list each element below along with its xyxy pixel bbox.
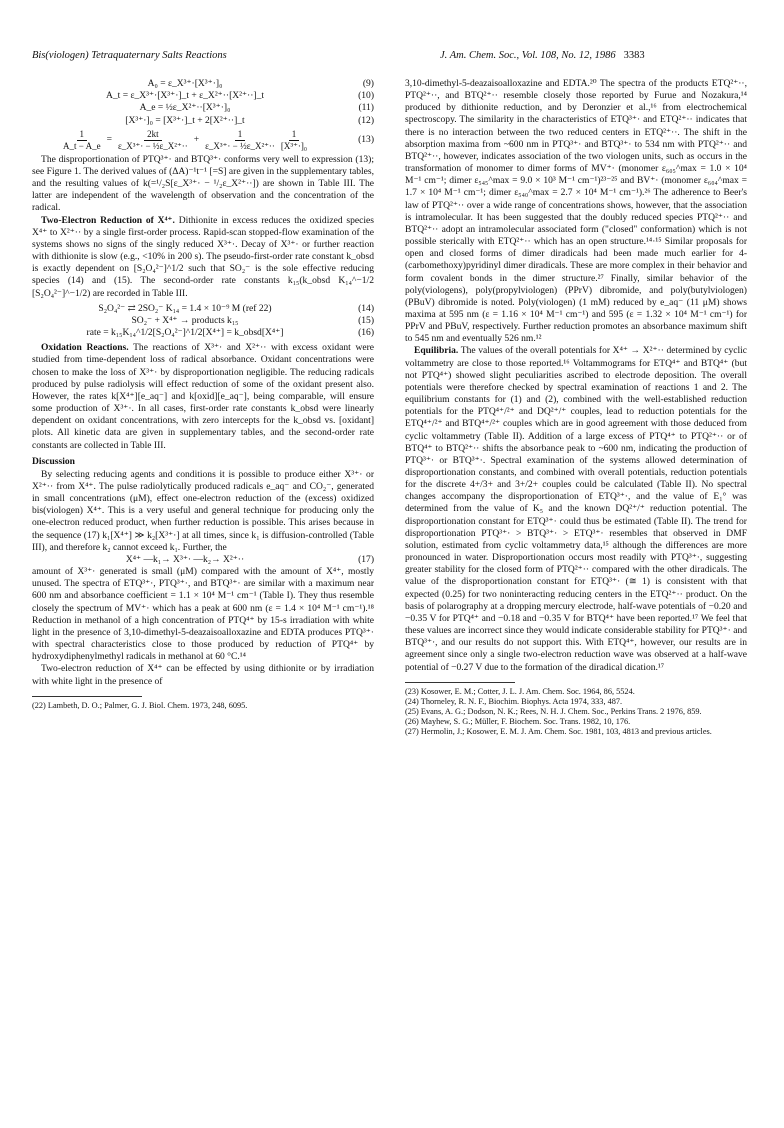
paragraph: Two-Electron Reduction of X⁴⁺. Dithionite in excess reduces the oxidized species X⁴⁺ to X²⁺·· by a single first-order process. Rapid-scan stopped-flow examination of the systems shows no signs of the singly reduced X³⁺·. Decay of X³⁺· or further reaction with dithionite is slow (e.g., <10% in 200 s). The pseudo-first-order rate constant k_obsd is exactly dependent on [S₂O₄²⁻]^1/2 such that SO₂⁻ is the sole effective reducing species (14) and (15). The second-order rate constants k₁₅(k_obsd K₁₄^−1/2 [S₂O₄²⁻]^−1/2) are recorded in Table III. [32,214,374,299]
section-heading: Discussion [32,455,75,467]
run-in-heading: Equilibria. [414,345,459,357]
equation-number: (17) [358,553,374,565]
equation-body: S₂O₄²⁻ ⇄ 2SO₂⁻ K₁₄ = 1.4 × 10⁻⁹ M (ref 22) [98,302,272,314]
fraction: $\frac{1}{\text{ε\_X³⁺· − ½ε\_X²⁺··}}$ [205,128,275,151]
equation-body: A_t = ε_X³⁺·[X³⁺·]_t + ε_X²⁺··[X²⁺··]_t [105,90,265,102]
paragraph: By selecting reducing agents and conditions it is possible to produce either X³⁺· or X²⁺·· from X⁴⁺. The pulse radiolytically produced radicals e_aq⁻ and CO₂⁻, generated in small concentrations (μM), effect one-electron reduction of the (excess) oxidized bis(viologen) X⁴⁺. This is a very useful and general technique for producing only the one-electron reduced product, when further reduction is possible. This arises because in the sequence (17) k₁[X⁴⁺] ≫ k₂[X³⁺·] at all times, since k₁ is diffusion-controlled (Table III), and therefore k₂ cannot exceed k₁. Further, the [32,468,374,553]
equation-body: rate = k₁₅K₁₄^1/2[S₂O₄²⁻]^1/2[X⁴⁺] = k_obsd[X⁴⁺] [86,327,284,339]
footnote-divider [405,682,515,683]
paragraph: Equilibria. The values of the overall potentials for X⁴⁺ → X²⁺·· determined by cyclic voltammetry are close to those reported.¹⁶ Voltammograms for ETQ⁴⁺ and BTQ⁴⁺ (but not PTQ⁴⁺) showed slight peculiarities ascribed to electrode deposition. The overall potentials were therefore checked by spectral examination of reactions 1 and 2. The equilibrium constants for (1) and (2), combined with the well-established reduction potentials for the PTQ⁴⁺/²⁺ and DQ²⁺/⁺ couples, lead to reduction potentials for the ETQ⁴⁺/²⁺ and BTQ⁴⁺/²⁺ couples which are in good agreement with those deduced from cyclic voltammetry (Table II). Addition of a large excess of PTQ⁴⁺ to PTQ²⁺·· or of BTQ⁴⁺ to BTQ²⁺·· shifts the absorbance peak to ~600 nm, indicating the production of PTQ³⁺· or BTQ³⁺·. Spectral examination of the systems allowed determination of disproportionation constants, and combined with overall potentials, reduction potentials for the discrete 4+/3+ and 3+/2+ couples could be calculated (Table II). No spectral changes accompany the disproportionation of ETQ³⁺·, and the value of E₁° was determined from the value of K₅ and the known DQ²⁺/⁺ reduction potential. The disproportionation constant for ETQ³⁺· could thus be estimated (Table II). The trend for disproportionation PTQ³⁺· > BTQ³⁺· > ETQ³⁺· resembles that observed in DMF solution, estimated from cyclic voltammetry data,¹⁵ although the differences are more pronounced in water. Disproportionation occurs most readily with PTQ³⁺·, suggesting greater stability for the closed form of PTQ²⁺·· compared with the other diradicals. The value of the disproportionation constant for ETQ³⁺· (≅ 1) is consistent with that expected (0.25) for two noninteracting reducing centers in the ETQ²⁺·· product. On the basis of polarography at a dropping mercury electrode, half-wave potentials of −0.20 and −0.35 V for PTQ⁴⁺ and −0.18 and −0.35 V for BTQ⁴⁺ have been reported.¹⁷ We feel that these values are incorrect since they would indicate considerable stability for PTQ³⁺· and BTQ³⁺·, and our results do not support this. With ETQ⁴⁺, however, our results are in agreement since only a single two-electron reduction wave was observed at a half-wave potential of −0.27 V due to the formation of the diradical dication.¹⁷ [405,345,747,673]
paragraph: Oxidation Reactions. The reactions of X³⁺· and X²⁺·· with excess oxidant were studied from time-dependent loss of radical absorbance. Oxidant concentrations were chosen to make the loss of X³⁺· by disproportionation negligible. The reducing radicals produced by pulse radiolysis will effect reduction of some of the oxidant present also. However, the rates k[X⁴⁺][e_aq⁻] and k[oxid][e_aq⁻], being comparable, will ensure some production of X³⁺·. In all cases, first-order rate constants k_obsd were linearly dependent on oxidant concentrations, with zero intercepts for the k_obsd vs. [oxidant] plots. All kinetic data are given in supplementary tables, and the second-order rate constants are collected in Table III. [32,342,374,451]
equation-number: (16) [358,327,374,339]
equation-body: SO₂⁻ + X⁴⁺ → products k₁₅ [131,314,239,326]
equation-17 [32,554,374,566]
equation-number: (14) [358,302,374,314]
journal-citation: J. Am. Chem. Soc., Vol. 108, No. 12, 1986 [440,50,616,61]
reference-list [405,687,747,737]
equation-number: (13) [358,134,374,146]
right-column [405,78,747,737]
equation-number: (15) [358,314,374,326]
running-header-right [440,50,645,61]
equation-14 [32,303,374,315]
run-in-heading: Oxidation Reactions. [41,342,129,354]
equation-9 [32,78,374,90]
equation-number: (11) [358,102,374,114]
reference-item: (24) Thorneley, R. N. F., Biochim. Biophys. Acta 1974, 333, 487. [405,696,623,706]
equation-body: A_e = ½ε_X²⁺··[X³⁺·]₀ [139,102,231,114]
fraction: 1 [X³⁺·]₀ [280,128,307,151]
paragraph: The disproportionation of PTQ³⁺· and BTQ³⁺· conforms very well to expression (13); see Figure 1. The derived values of (ΔA)⁻¹t⁻¹ [=S] are given in the supplementary tables, and the resulting values of k(=¹/₂S[ε_X³⁺· − ¹/₂ε_X²⁺··]) are shown in Table III. The latter are independent of the wavelength of observation and the concentration of the radical. [32,153,374,214]
equation-body: [X³⁺·]₀ = [X³⁺·]_t + 2[X²⁺··]_t [125,114,245,126]
equation-number: (10) [358,90,374,102]
equation-11 [32,102,374,114]
fraction: $\frac{2kt}{\text{ε\_X³⁺· − ½ε\_X²⁺··}}$ [117,128,188,151]
reference-item: (26) Mayhew, S. G.; Müller, F. Biochem. Soc. Trans. 1982, 10, 176. [405,716,631,726]
fraction: $\frac{1}{A\_t - A\_e}$ [63,128,101,151]
equation-number: (12) [358,114,374,126]
footnote-divider [32,696,142,697]
paragraph: 3,10-dimethyl-5-deazaisoalloxazine and EDTA.²⁰ The spectra of the products ETQ²⁺··, PTQ²⁺··, and BTQ²⁺·· resemble closely those reported by Furue and Nozakura,¹⁴ produced by dithionite reduction, and by Deronzier et al.,¹⁶ from electrochemical spectroscopy. The similarity in the characteristics of ETQ³⁺· and ETQ²⁺·· indicates that there is no interaction between the two reduced centers in ETQ²⁺··. The shift in the absorption maxima from ~600 nm in PTQ³⁺· and BTQ³⁺· to 534 nm with PTQ²⁺·· and BTQ²⁺··, however, indicates association of the two viologen units, such as occurs in the transformation of monomer to dimer forms of MV⁺· (monomer ε₆₀₅^max = 1.0 × 10⁴ M⁻¹ cm⁻¹; dimer ε₅₄₅^max = 9.0 × 10³ M⁻¹ cm⁻¹)²³⁻²⁵ and BV⁺· (monomer ε₆₀₄^max = 1.7 × 10⁴ M⁻¹ cm⁻¹; dimer ε₅₄₀^max = 2.7 × 10⁴ M⁻¹ cm⁻¹).²⁶ The adherence to Beer's law of PTQ²⁺·· over a wide range of concentrations shows, however, that the association is intramolecular. It has been suggested that the doubly reduced species PTQ²⁺·· and BTQ²⁺·· adopt an intramolecular associated form ("closed" conformation) which is not possible sterically with ETQ²⁺·· which has an open structure.¹⁴·¹⁵ Similar proposals for open and closed forms of dimer diradicals had been made much earlier for 4-(carbomethoxy)pyridinyl dimer diradicals. These are more complex in their behavior and form covalent bonds in the dimer structure.²⁷ Finally, similar behavior of the poly(viologens), poly(propylviologen) (PPrV) dibromide, and poly(butylviologen) (PBuV) dibromide is noted. Poly(viologen) (1 mM) reduced by e_aq⁻ (11 μM) shows maxima at 595 nm (ε = 1.16 × 10⁴ M⁻¹ cm⁻¹) and 595 (ε = 1.32 × 10⁴ M⁻¹ cm⁻¹) for PPrV and PBuV, respectively. Further reduction promotes an absorbance maximum shift to 545 nm and eventually 526 nm.¹² [405,78,747,345]
footnote: (22) Lambeth, D. O.; Palmer, G. J. Biol. Chem. 1973, 248, 6095. [32,700,248,710]
equation-body: X⁴⁺ —k₁→ X³⁺· —k₂→ X²⁺·· [125,553,245,565]
equation-16 [32,327,374,339]
equation-number: (9) [362,78,374,89]
run-in-heading: Two-Electron Reduction of X⁴⁺. [41,214,175,226]
page-number: 3383 [623,50,645,61]
paragraph: Two-electron reduction of X⁴⁺ can be effected by using dithionite or by irradiation with white light in the presence of [32,663,374,687]
reference-item: (25) Evans, A. G.; Dodson, N. K.; Rees, N. H. J. Chem. Soc., Perkins Trans. 2 1976, 859. [405,706,702,716]
paragraph: amount of X³⁺· generated is small (μM) compared with the amount of X⁴⁺, mostly unused. The spectra of ETQ³⁺·, PTQ³⁺·, and BTQ³⁺· are similar with a maximum near 600 nm and absorbance coefficient = 1.1 × 10⁴ M⁻¹ cm⁻¹ (Table I). They thus resemble closely the spectrum of MV⁺· which has a peak at 600 nm (ε = 1.4 × 10⁴ M⁻¹ cm⁻¹).¹⁸ Reduction in methanol of a high concentration of PTQ⁴⁺ by 15-s irradiation with white light in the presence of 3,10-dimethyl-5-deazaisoalloxazine and EDTA produces PTQ³⁺· with spectral characteristics close to those produced by reduction of PTQ⁴⁺ by hydroxydiphenylmethyl radicals in methanol at 60 °C.¹⁴ [32,566,374,663]
equation-body: A₀ = ε_X³⁺·[X³⁺·]₀ [147,78,223,89]
equation-13: $\frac{1}{A\_t - A\_e}$ = $\frac{2kt}{\text{ε\_X³⁺· − ½ε\_X²⁺··}}$ + $\frac{1}{\text{ε\_X³⁺· − ½ε\_X²⁺··}}$ 1 [X³⁺·]₀ (13) [63,128,374,151]
equation-15 [32,315,374,327]
left-column [32,78,374,711]
reference-item: (23) Kosower, E. M.; Cotter, J. L. J. Am. Chem. Soc. 1964, 86, 5524. [405,686,635,696]
reference-item: (27) Hermolin, J.; Kosower, E. M. J. Am. Chem. Soc. 1981, 103, 4813 and previous articles. [405,727,712,737]
equation-10 [32,90,374,102]
running-header-left: Bis(viologen) Tetraquaternary Salts Reactions [32,50,227,61]
equation-12 [32,115,374,127]
